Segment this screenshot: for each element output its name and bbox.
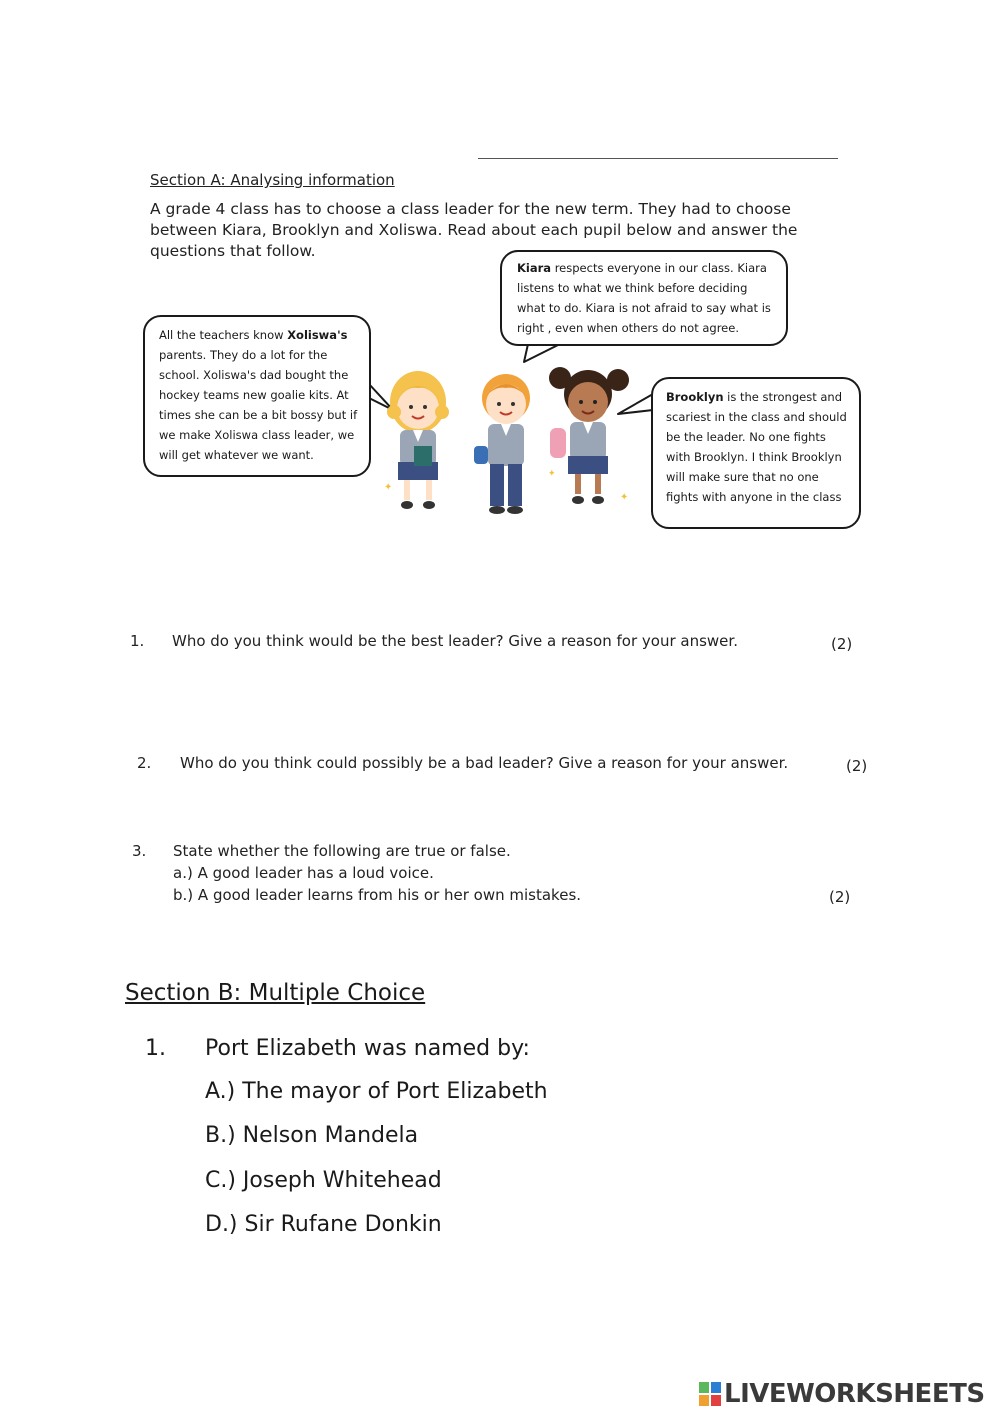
svg-text:✦: ✦ bbox=[548, 469, 556, 479]
brooklyn-speech-bubble bbox=[651, 377, 861, 529]
brooklyn-text: is the strongest and scariest in the class and should be the leader. No one fights with Brooklyn. I think Brooklyn will make sure that no one fights with anyone in the class bbox=[666, 390, 847, 504]
dark-haired-girl-figure bbox=[549, 367, 629, 504]
kiara-name: Kiara bbox=[517, 261, 552, 275]
children-illustration bbox=[370, 350, 660, 525]
kiara-text: respects everyone in our class. Kiara listens to what we think before deciding what to do. Kiara is not afraid to say what is right , even when others do not agree. bbox=[517, 261, 771, 335]
boy-figure bbox=[474, 374, 530, 514]
mc-option-b: B.) Nelson Mandela bbox=[205, 1123, 419, 1148]
brooklyn-name: Brooklyn bbox=[666, 390, 724, 404]
question-3-number: 3. bbox=[132, 842, 147, 860]
xoliswa-speech-bubble bbox=[143, 315, 371, 477]
question-2-marks: (2) bbox=[846, 757, 868, 775]
liveworksheets-brand-text: LIVEWORKSHEETS bbox=[724, 1379, 985, 1409]
question-3-marks: (2) bbox=[829, 888, 851, 906]
xoliswa-text-before: All the teachers know bbox=[159, 328, 288, 342]
question-3-item-b: b.) A good leader learns from his or her own mistakes. bbox=[173, 886, 582, 904]
mc-option-d: D.) Sir Rufane Donkin bbox=[205, 1212, 442, 1237]
question-3-item-a: a.) A good leader has a loud voice. bbox=[173, 864, 434, 882]
liveworksheets-brand bbox=[699, 1378, 985, 1410]
mc-option-a: A.) The mayor of Port Elizabeth bbox=[205, 1079, 548, 1104]
question-1-marks: (2) bbox=[831, 635, 853, 653]
question-2-number: 2. bbox=[137, 754, 152, 772]
section-a-intro: A grade 4 class has to choose a class leader for the new term. They had to choose between Kiara, Brooklyn and Xoliswa. Read about each pupil below and answer the questions that follow. bbox=[150, 200, 798, 260]
mc-question-number: 1. bbox=[145, 1036, 166, 1061]
blonde-girl-figure bbox=[387, 371, 449, 509]
question-3-text: State whether the following are true or false. bbox=[173, 842, 511, 860]
mc-question-text: Port Elizabeth was named by: bbox=[205, 1036, 530, 1061]
section-a-title: Section A: Analysing information bbox=[150, 171, 395, 189]
mc-option-c: C.) Joseph Whitehead bbox=[205, 1168, 442, 1193]
xoliswa-name: Xoliswa's bbox=[287, 328, 348, 342]
liveworksheets-logo-icon bbox=[699, 1382, 721, 1406]
xoliswa-text-after: parents. They do a lot for the school. Xoliswa's dad bought the hockey teams new goalie kits. At times she can be a bit bossy but if we make Xoliswa class leader, we will get whatever we want. bbox=[159, 348, 358, 462]
section-b-title: Section B: Multiple Choice bbox=[125, 980, 426, 1006]
question-1-number: 1. bbox=[130, 632, 145, 650]
svg-text:✦: ✦ bbox=[620, 492, 629, 503]
question-2-text: Who do you think could possibly be a bad leader? Give a reason for your answer. bbox=[180, 754, 789, 772]
svg-text:✦: ✦ bbox=[384, 482, 393, 493]
question-1-text: Who do you think would be the best leader? Give a reason for your answer. bbox=[172, 632, 738, 650]
kiara-speech-bubble bbox=[500, 250, 788, 346]
